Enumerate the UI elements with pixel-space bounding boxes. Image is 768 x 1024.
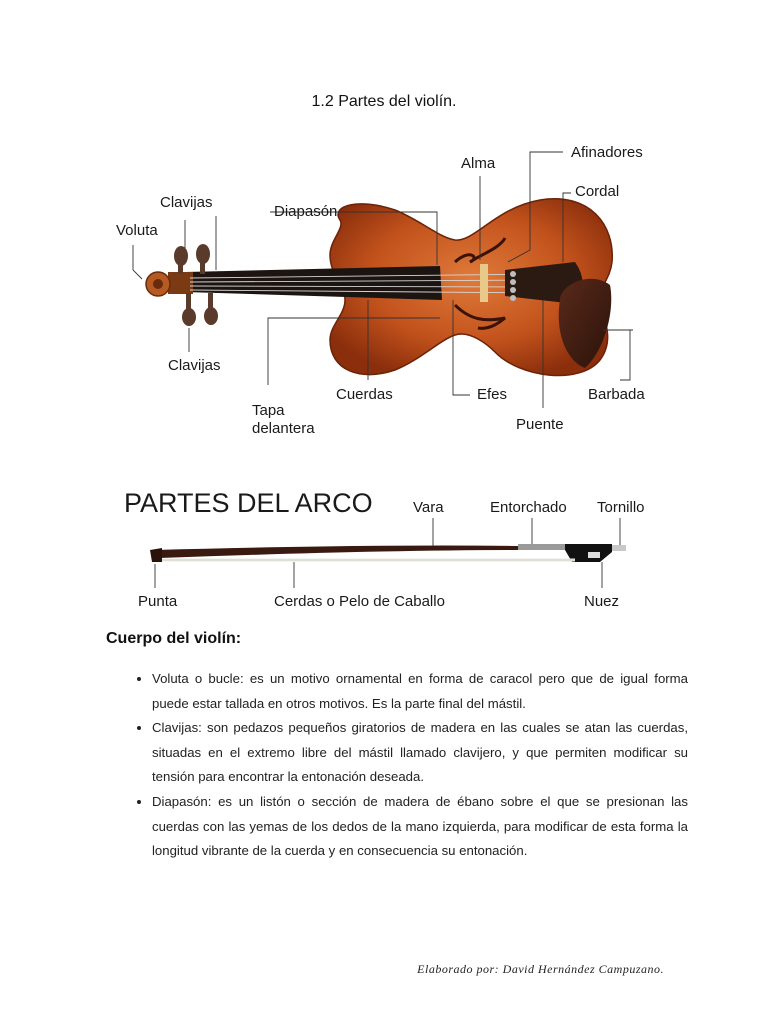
list-item: • Diapasón: es un listón o sección de madera de ébano sobre el que se presionan las cuerdas con las yemas de los dedos de la mano izquierda, para modificar de esta forma la longitud vibrante de la cuerda y en consecuencia su entonación.: [152, 790, 688, 864]
bridge: [480, 264, 488, 302]
label-cordal: Cordal: [575, 183, 620, 200]
bow-tip: [150, 548, 162, 562]
label-punta: Punta: [138, 593, 178, 610]
list-item: • Clavijas: son pedazos pequeños giratorios de madera en las cuales se atan las cuerdas, situadas en el extremo libre del mástil llamado clavijero, y que permiten modificar su tensión para encontrar la entonación deseada.: [152, 716, 688, 790]
page-title: 1.2 Partes del violín.: [311, 93, 457, 110]
label-nuez: Nuez: [584, 593, 620, 610]
label-tapa-line2: delantera: [252, 420, 315, 437]
label-clavijas-bottom: Clavijas: [168, 357, 221, 374]
label-clavijas-top: Clavijas: [160, 194, 213, 211]
label-entorchado: Entorchado: [490, 499, 567, 516]
label-voluta: Voluta: [116, 222, 158, 239]
label-afinadores: Afinadores: [571, 144, 643, 161]
bow-stick: [155, 546, 520, 559]
label-cerdas: Cerdas o Pelo de Caballo: [274, 593, 445, 610]
fingerboard: [185, 266, 442, 300]
violin-diagram: [0, 0, 768, 460]
parts-list: [126, 667, 688, 864]
label-diapason: Diapasón: [274, 203, 338, 220]
label-cuerdas: Cuerdas: [336, 386, 393, 403]
label-alma: Alma: [461, 155, 496, 172]
label-barbada: Barbada: [588, 386, 645, 403]
label-vara: Vara: [413, 499, 444, 516]
bow-heading: PARTES DEL ARCO: [124, 488, 373, 518]
pegbox: [168, 272, 193, 294]
label-puente: Puente: [516, 416, 564, 433]
label-efes: Efes: [477, 386, 508, 403]
section-heading: Cuerpo del violín:: [106, 630, 242, 647]
footer-credit: Elaborado por: David Hernández Campuzano.: [417, 962, 664, 976]
bow-winding: [518, 544, 568, 550]
label-tornillo: Tornillo: [597, 499, 645, 516]
list-item: • Voluta o bucle: es un motivo ornamental en forma de caracol pero que de igual forma puede estar tallada en otros motivos. Es la parte final del mástil.: [152, 667, 688, 716]
label-tapa-line1: Tapa: [252, 402, 285, 419]
bow-diagram: [0, 470, 768, 630]
bow-screw: [612, 545, 626, 551]
